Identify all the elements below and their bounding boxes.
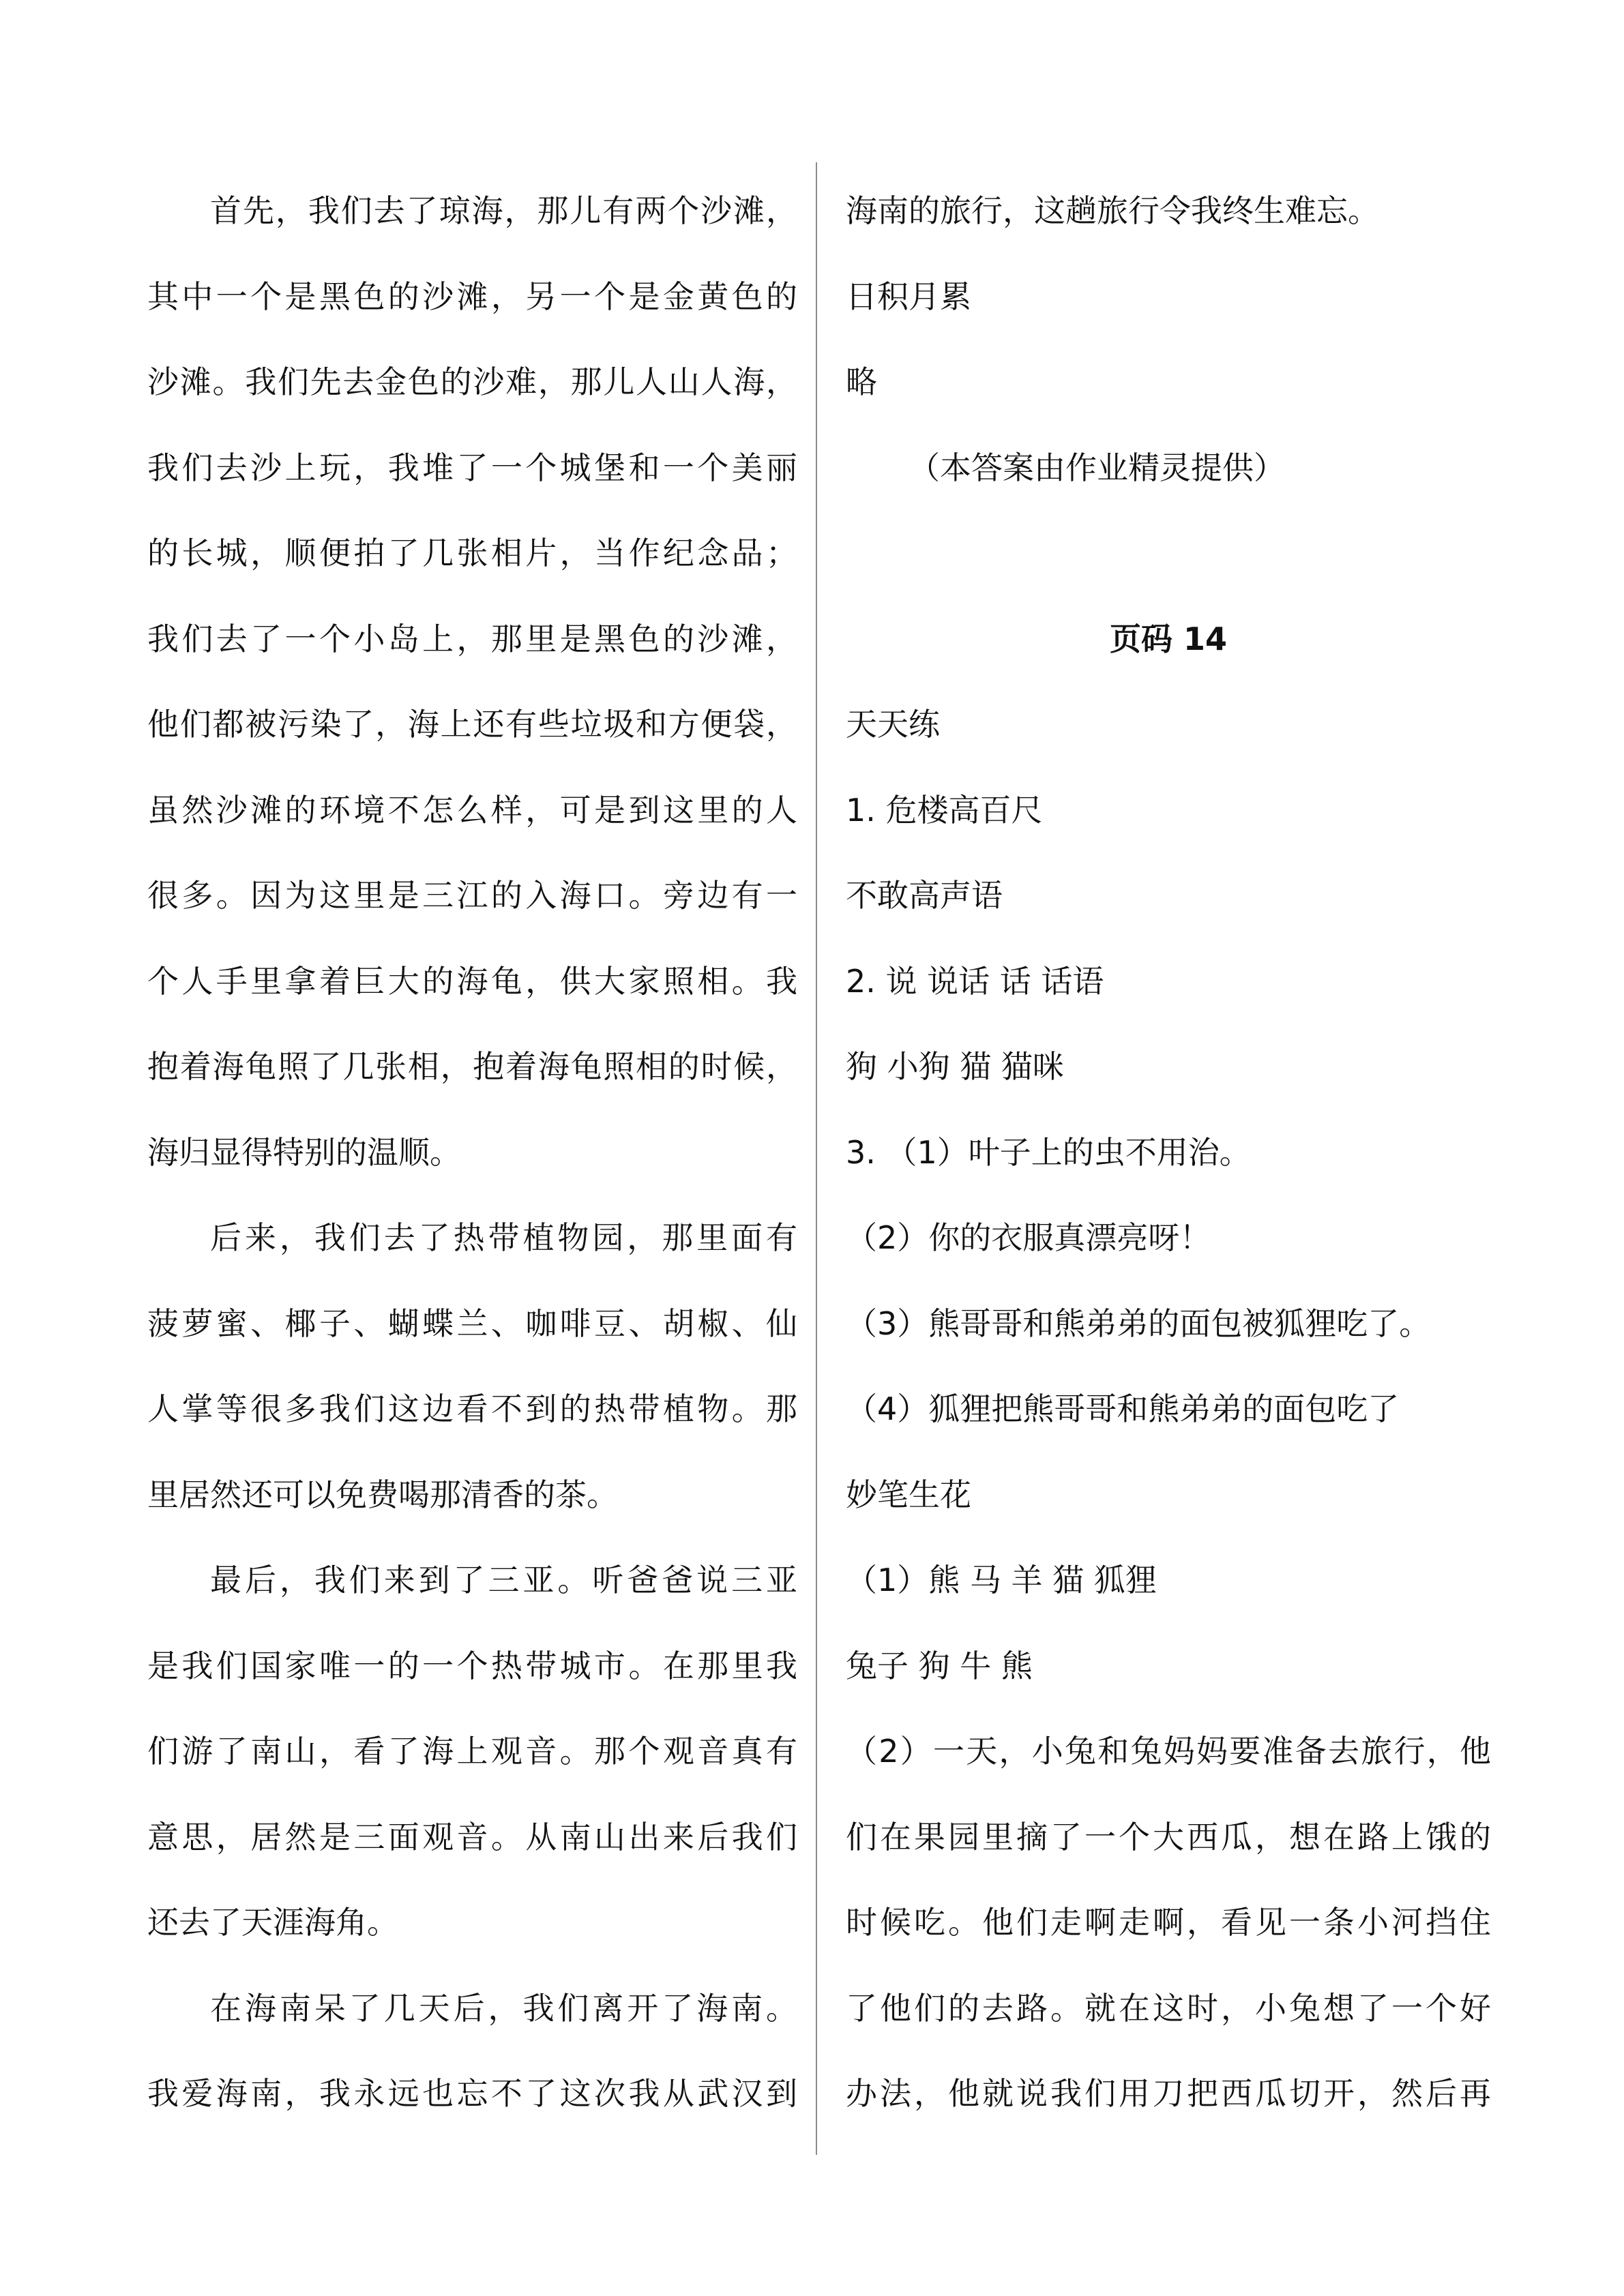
blank-line: [846, 511, 1491, 597]
answer-line: 3. （1）叶子上的虫不用治。: [846, 1133, 1251, 1171]
answer-line: 时候吃。他们走啊走啊，看见一条小河挡住: [846, 1904, 1491, 1941]
essay-line: 个人手里拿着巨大的海龟，供大家照相。我: [147, 962, 797, 1000]
credit-note: （本答案由作业精灵提供）: [909, 449, 1285, 486]
essay-line: 抱着海龟照了几张相，抱着海龟照相的时候，: [147, 1048, 797, 1085]
essay-line: 在海南呆了几天后，我们离开了海南。: [210, 1989, 797, 2027]
section-title-miao-bi-sheng-hua: 妙笔生花: [846, 1476, 971, 1513]
answer-line: （2）你的衣服真漂亮呀！: [846, 1219, 1211, 1256]
answer-line: 们在果园里摘了一个大西瓜，想在路上饿的: [846, 1818, 1491, 1855]
answer-line: （2）一天，小兔和兔妈妈要准备去旅行，他: [846, 1733, 1491, 1770]
essay-line: 我们去沙上玩，我堆了一个城堡和一个美丽: [147, 449, 797, 486]
essay-line: 首先，我们去了琼海，那儿有两个沙滩，: [210, 192, 797, 229]
answer-line: 兔子 狗 牛 熊: [846, 1647, 1033, 1684]
essay-continuation-line: 海南的旅行，这趟旅行令我终生难忘。: [846, 192, 1379, 229]
essay-line: 很多。因为这里是三江的入海口。旁边有一: [147, 877, 797, 914]
essay-line: 其中一个是黑色的沙滩，另一个是金黄色的: [147, 278, 797, 315]
essay-line: 人掌等很多我们这边看不到的热带植物。那: [147, 1390, 797, 1427]
answer-line: 略: [846, 363, 877, 400]
page-heading: 页码 14: [1109, 620, 1228, 657]
essay-line: 我们去了一个小岛上，那里是黑色的沙滩，: [147, 620, 797, 657]
column-divider: [816, 162, 817, 2155]
answer-line: 2. 说 说话 话 话语: [846, 962, 1104, 1000]
essay-line: 意思，居然是三面观音。从南山出来后我们: [147, 1818, 797, 1855]
essay-line: 还去了天涯海角。: [147, 1904, 398, 1941]
essay-line: 们游了南山，看了海上观音。那个观音真有: [147, 1733, 797, 1770]
essay-line: 他们都被污染了，海上还有些垃圾和方便袋，: [147, 706, 797, 743]
right-column: [846, 168, 1491, 2137]
essay-line: 后来，我们去了热带植物园，那里面有: [210, 1219, 797, 1256]
essay-line: 我爱海南，我永远也忘不了这次我从武汉到: [147, 2075, 797, 2112]
section-title-tian-tian-lian: 天天练: [846, 706, 940, 743]
answer-line: 办法，他就说我们用刀把西瓜切开，然后再: [846, 2075, 1491, 2112]
essay-line: 是我们国家唯一的一个热带城市。在那里我: [147, 1647, 797, 1684]
answer-line: （4）狐狸把熊哥哥和熊弟弟的面包吃了: [846, 1390, 1400, 1427]
answer-line: （1）熊 马 羊 猫 狐狸: [846, 1562, 1157, 1598]
essay-line: 沙滩。我们先去金色的沙难，那儿人山人海，: [147, 363, 797, 400]
essay-line: 里居然还可以免费喝那清香的茶。: [147, 1476, 618, 1513]
essay-line: 菠萝蜜、椰子、蝴蝶兰、咖啡豆、胡椒、仙: [147, 1304, 797, 1342]
answer-line: 狗 小狗 猫 猫咪: [846, 1048, 1064, 1085]
essay-line: 虽然沙滩的环境不怎么样，可是到这里的人: [147, 791, 797, 829]
essay-line: 的长城，顺便拍了几张相片，当作纪念品；: [147, 535, 797, 571]
left-column: [147, 168, 797, 2137]
essay-line: 海归显得特别的温顺。: [147, 1133, 461, 1171]
answer-line: 1. 危楼高百尺: [846, 791, 1043, 829]
essay-line: 最后，我们来到了三亚。听爸爸说三亚: [210, 1562, 797, 1598]
section-title-ri-ji-yue-lei: 日积月累: [846, 278, 971, 315]
answer-line: 不敢高声语: [846, 877, 1003, 914]
answer-line: 了他们的去路。就在这时，小兔想了一个好: [846, 1989, 1491, 2027]
answer-line: （3）熊哥哥和熊弟弟的面包被狐狸吃了。: [846, 1304, 1431, 1342]
